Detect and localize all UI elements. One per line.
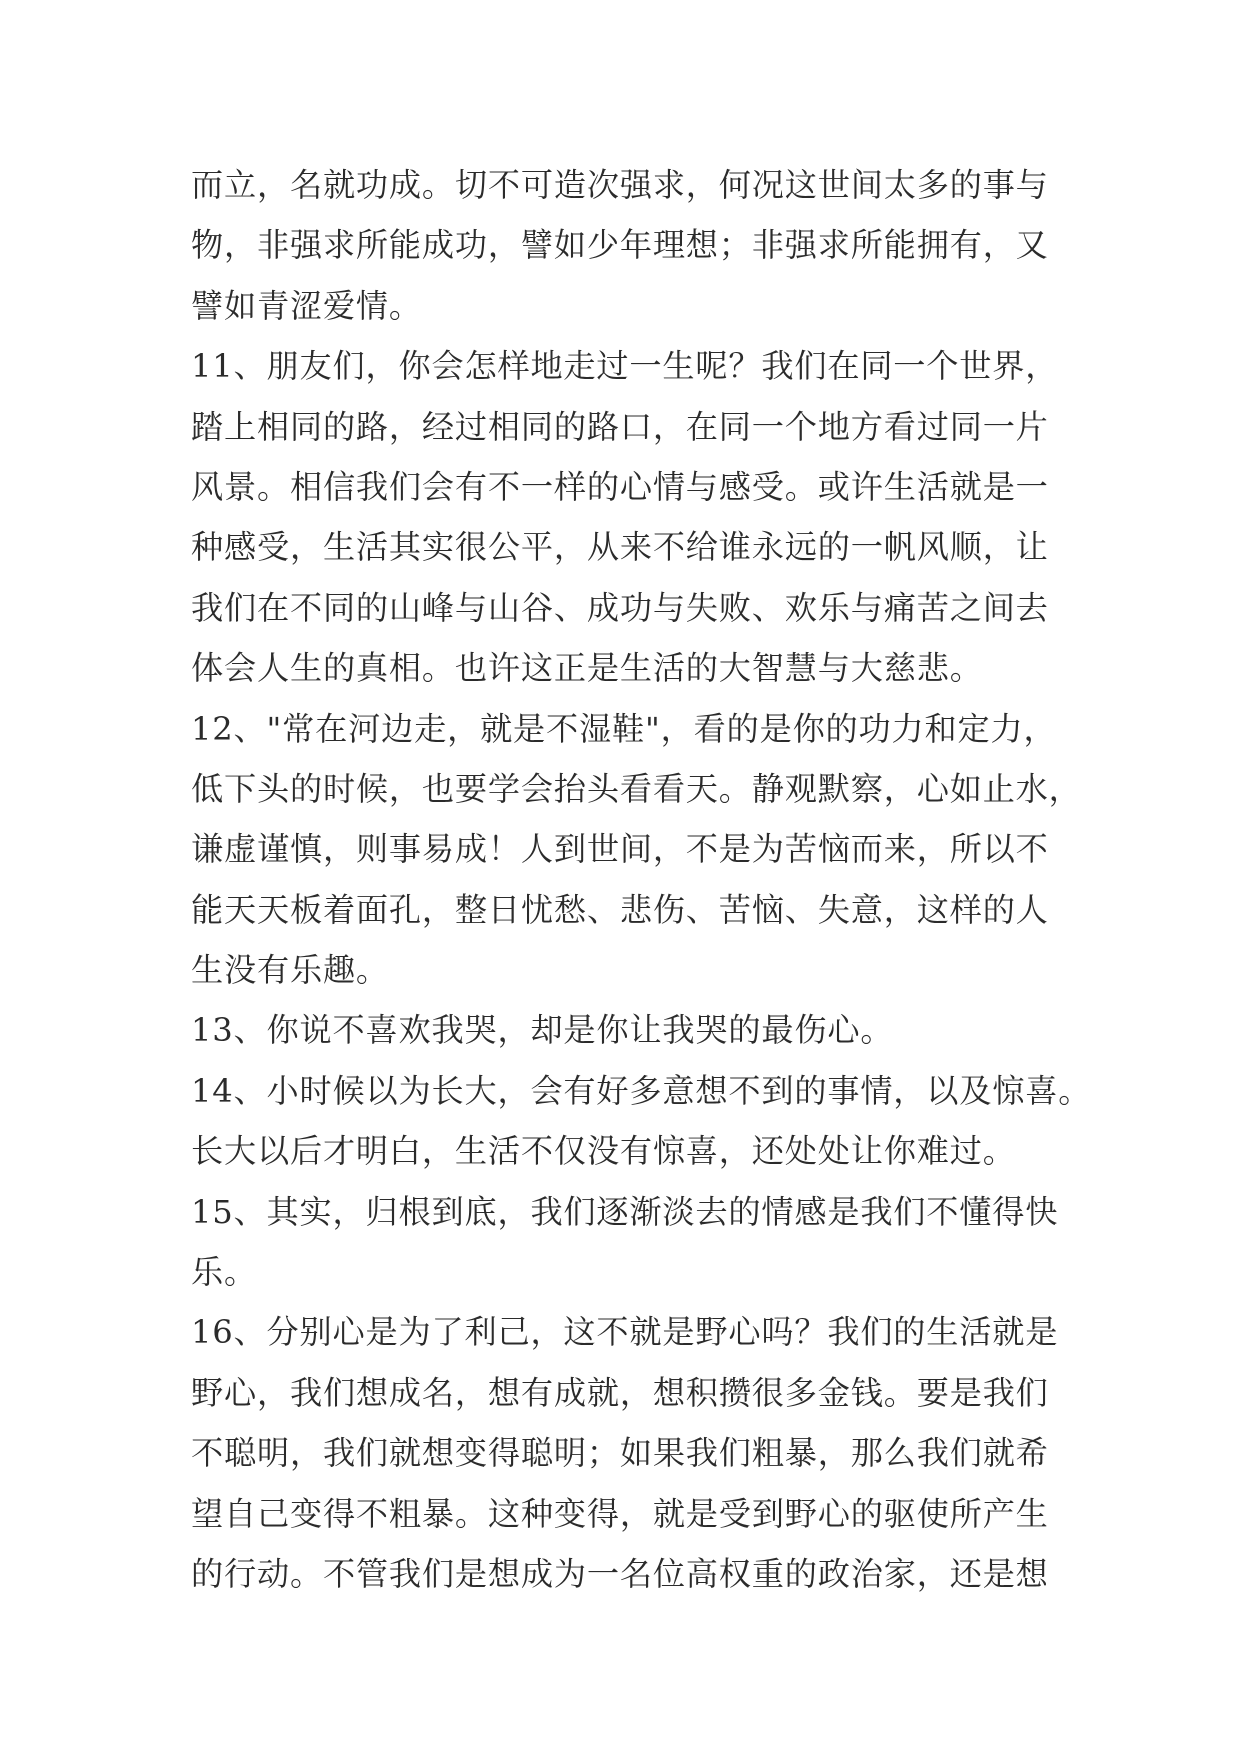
text-line: 低下头的时候，也要学会抬头看看天。静观默察，心如止水， [191, 769, 1082, 808]
text-line: 11、朋友们，你会怎样地走过一生呢？我们在同一个世界， [191, 347, 1059, 386]
text-line: 而立，名就功成。切不可造次强求，何况这世间太多的事与 [191, 166, 1049, 204]
text-line: 13、你说不喜欢我哭，却是你让我哭的最伤心。 [191, 1011, 894, 1050]
text-line: 风景。相信我们会有不一样的心情与感受。或许生活就是一 [191, 467, 1049, 506]
text-line: 踏上相同的路，经过相同的路口，在同一个地方看过同一片 [191, 407, 1049, 446]
text-line: 体会人生的真相。也许这正是生活的大智慧与大慈悲。 [191, 649, 983, 688]
text-line: 16、分别心是为了利己，这不就是野心吗？我们的生活就是 [191, 1313, 1059, 1352]
text-line: 物，非强求所能成功，譬如少年理想；非强求所能拥有，又 [191, 226, 1049, 265]
text-line: 14、小时候以为长大，会有好多意想不到的事情，以及惊喜。 [191, 1071, 1092, 1110]
document-body [191, 155, 1092, 1604]
text-line: 长大以后才明白，生活不仅没有惊喜，还处处让你难过。 [191, 1132, 1016, 1171]
text-line: 乐。 [191, 1253, 257, 1292]
text-line: 12、"常在河边走，就是不湿鞋"，看的是你的功力和定力， [191, 709, 1057, 748]
text-line: 譬如青涩爱情。 [191, 286, 422, 325]
text-line: 15、其实，归根到底，我们逐渐淡去的情感是我们不懂得快 [191, 1192, 1059, 1231]
text-line: 望自己变得不粗暴。这种变得，就是受到野心的驱使所产生 [191, 1494, 1049, 1533]
text-line: 生没有乐趣。 [191, 951, 389, 990]
text-line: 的行动。不管我们是想成为一名位高权重的政治家，还是想 [191, 1554, 1049, 1593]
text-line: 野心，我们想成名，想有成就，想积攒很多金钱。要是我们 [191, 1373, 1049, 1412]
text-line: 能天天板着面孔，整日忧愁、悲伤、苦恼、失意，这样的人 [191, 890, 1049, 929]
text-line: 我们在不同的山峰与山谷、成功与失败、欢乐与痛苦之间去 [191, 588, 1049, 627]
text-line: 不聪明，我们就想变得聪明；如果我们粗暴，那么我们就希 [191, 1434, 1049, 1473]
text-line: 种感受，生活其实很公平，从来不给谁永远的一帆风顺，让 [191, 528, 1049, 567]
text-line: 谦虚谨慎，则事易成！人到世间，不是为苦恼而来，所以不 [191, 830, 1049, 869]
